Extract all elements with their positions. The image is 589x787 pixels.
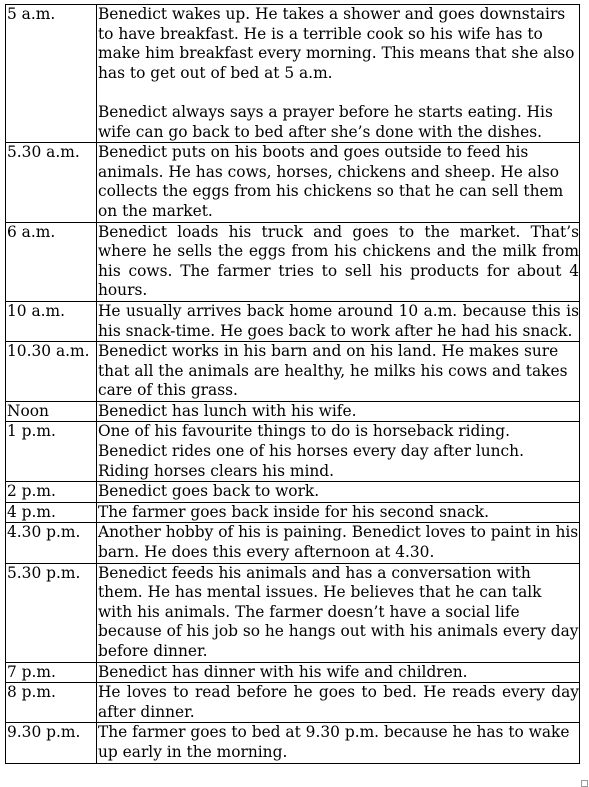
table-row <box>6 222 580 301</box>
table-row <box>6 5 580 143</box>
time-cell: 6 a.m. <box>6 222 97 301</box>
activity-paragraph: Benedict loads his truck and goes to the market. That’s where he sells the eggs from his chickens and the milk from his cows. The farmer tries to sell his products for about 4 hours. <box>98 222 579 300</box>
activity-cell <box>97 401 580 422</box>
activity-cell <box>97 422 580 482</box>
table-row <box>6 563 580 662</box>
activity-paragraph: Another hobby of his is paining. Benedict loves to paint in his barn. He does this every afternoon at 4.30. <box>98 523 579 562</box>
time-cell: 2 p.m. <box>6 482 97 503</box>
time-cell: 9.30 p.m. <box>6 723 97 763</box>
activity-paragraph: Benedict has dinner with his wife and children. <box>98 662 468 681</box>
activity-paragraph: The farmer goes back inside for his second snack. <box>98 502 489 521</box>
time-cell: 4 p.m. <box>6 502 97 523</box>
activity-paragraph: Benedict works in his barn and on his land. He makes sure that all the animals are healthy, he milks his cows and takes care of this grass. <box>98 342 568 400</box>
table-row <box>6 502 580 523</box>
schedule-body <box>6 5 580 764</box>
activity-paragraph: One of his favourite things to do is horseback riding. Benedict rides one of his horses every day after lunch. Riding horses clears his mind. <box>98 422 524 480</box>
activity-cell <box>97 342 580 402</box>
time-cell: 8 p.m. <box>6 683 97 723</box>
activity-paragraph: Benedict always says a prayer before he starts eating. His wife can go back to bed after she’s done with the dishes. <box>98 102 553 141</box>
table-row <box>6 301 580 341</box>
activity-cell <box>97 723 580 763</box>
activity-cell <box>97 301 580 341</box>
table-row <box>6 342 580 402</box>
time-cell: Noon <box>6 401 97 422</box>
activity-cell <box>97 482 580 503</box>
table-row <box>6 683 580 723</box>
table-row <box>6 482 580 503</box>
activity-paragraph: Benedict puts on his boots and goes outside to feed his animals. He has cows, horses, chickens and sheep. He also collects the eggs from his chickens so that he can sell them on the market. <box>98 143 564 220</box>
table-row <box>6 401 580 422</box>
activity-cell <box>97 662 580 683</box>
activity-paragraph: Benedict wakes up. He takes a shower and goes downstairs to have breakfast. He is a terrible cook so his wife has to make him breakfast every morning. This means that she also has to get out of bed at 5 a.m. <box>98 5 575 82</box>
table-row <box>6 662 580 683</box>
activity-cell <box>97 222 580 301</box>
activity-cell <box>97 502 580 523</box>
activity-paragraph: Benedict has lunch with his wife. <box>98 401 357 420</box>
table-row <box>6 143 580 222</box>
activity-paragraph: He loves to read before he goes to bed. He reads every day after dinner. <box>98 683 579 721</box>
activity-paragraph: The farmer goes to bed at 9.30 p.m. because he has to wake up early in the morning. <box>98 723 570 761</box>
time-cell: 10 a.m. <box>6 301 97 341</box>
activity-paragraph: Benedict goes back to work. <box>98 482 320 501</box>
time-cell: 4.30 p.m. <box>6 523 97 563</box>
time-cell: 7 p.m. <box>6 662 97 683</box>
time-cell: 5.30 a.m. <box>6 143 97 222</box>
time-cell: 1 p.m. <box>6 422 97 482</box>
table-row <box>6 523 580 563</box>
daily-schedule-table <box>5 4 580 764</box>
activity-paragraph: Benedict feeds his animals and has a conversation with them. He has mental issues. He believes that he can talk with his animals. The farmer doesn’t have a social life because of his job so he hangs out with his animals every day before dinner. <box>98 563 579 660</box>
activity-cell <box>97 683 580 723</box>
activity-cell <box>97 523 580 563</box>
table-row <box>6 723 580 763</box>
activity-cell <box>97 5 580 143</box>
activity-cell <box>97 563 580 662</box>
time-cell: 5 a.m. <box>6 5 97 143</box>
activity-paragraph: He usually arrives back home around 10 a.m. because this is his snack-time. He goes back to work after he had his snack. <box>98 301 579 340</box>
time-cell: 10.30 a.m. <box>6 342 97 402</box>
table-row <box>6 422 580 482</box>
activity-cell <box>97 143 580 222</box>
time-cell: 5.30 p.m. <box>6 563 97 662</box>
